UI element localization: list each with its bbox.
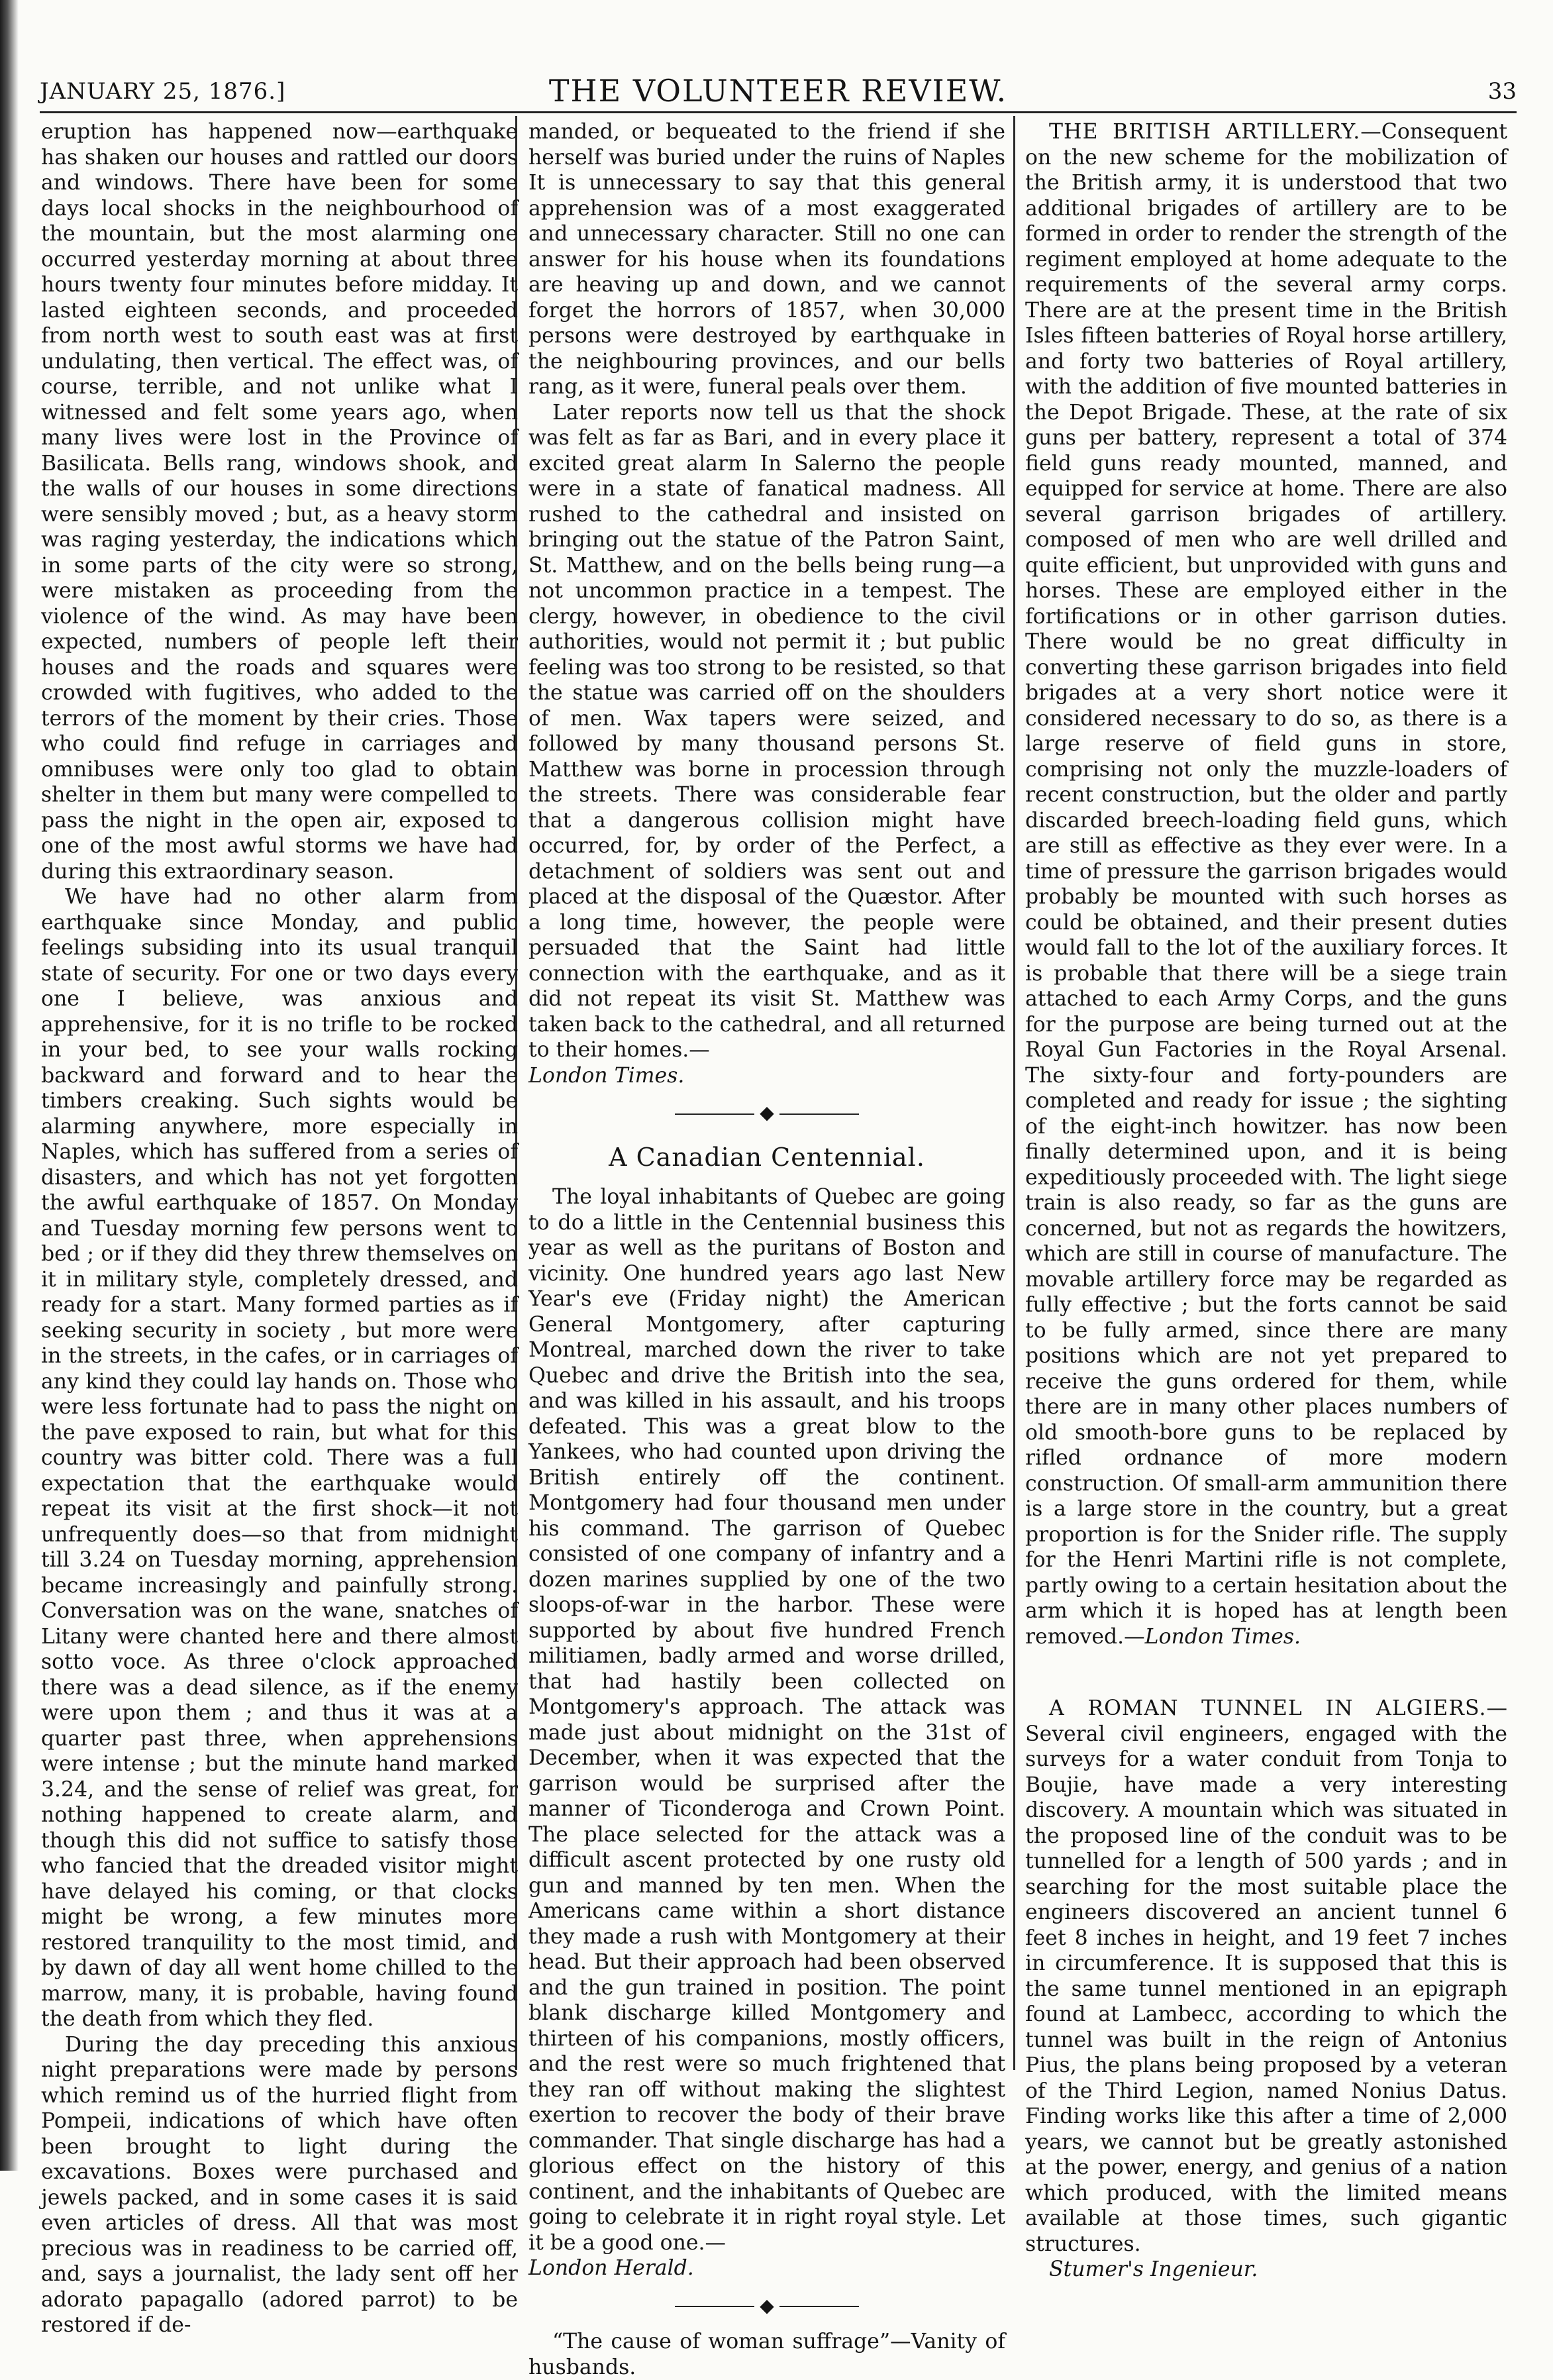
column-divider-2 <box>1013 116 1015 2070</box>
article-credit: Stumer's Ingenieur. <box>1049 2257 1258 2281</box>
header-rule <box>40 111 1517 113</box>
article-separator: ◆ <box>528 1100 1005 1126</box>
article-body: —Consequent on the new scheme for the mobilization of the British army, it is understood that two additional brigades of artillery are to be formed in order to render the strength of the regiment employed at home adequate to the requirements of the several army corps. There are at the present time in the British Isles fifteen batteries of Royal horse artillery, and forty two batteries of Royal artillery, with the addition of five mounted batteries in the Depot Brigade. These, at the rate of six guns per battery, represent a total of 374 field guns ready mounted, manned, and equipped for service at home. There are also several garrison brigades of artillery. composed of men who are well drilled and quite efficient, but unprovided with guns and horses. These are employed either in the fortifications or in other garrison duties. There would be no great difficulty in converting these garrison brigades into field brigades at a very short notice were it considered necessary to do so, as there is a large reserve of field guns in store, comprising not only the muzzle-loaders of recent construction, but the older and partly discarded breech-loading field guns, which are still as effective as they ever were. In a time of pressure the garrison brigades would probably be mounted with such horses as could be obtained, and their present duties would fall to the lot of the auxiliary forces. It is probable that there will be a siege train attached to each Army Corps, and the guns for the purpose are being turned out at the Royal Gun Factories in the Royal Arsenal. The sixty-four and forty-pounders are completed and ready for issue ; the sighting of the eight-inch howitzer. has now been finally determined upon, and it is being expeditiously proceeded with. The light siege train is also ready, so far as the guns are concerned, but not as regards the howitzers, which are still in course of manufacture. The movable artillery force may be regarded as fully effective ; but the forts cannot be said to be fully armed, since there are many positions which are not yet prepared to receive the guns ordered for them, while there are in many other places numbers of old smooth-bore guns to be replaced by rifled ordnance of more modern construction. Of small-arm ammunition there is a large store in the country, but a great proportion is for the Snider rifle. The supply for the Henri Martini rifle is not complete, partly owing to a certain hesitation about the arm which it is hoped has at length been removed.— <box>1025 120 1507 1649</box>
col2-paragraph: Later reports now tell us that the shock was felt as far as Bari, and in every place it excited great alarm In Salerno the people were in a state of fanatical madness. All rushed to the cathedral and insisted on bringing out the statue of the Patron Saint, St. Matthew, and on the bells being rung—a not uncommon practice in a tempest. The clergy, however, in obedience to the civil authorities, would not permit it ; but public feeling was too strong to be resisted, so that the statue was carried off on the shoulders of men. Wax tapers were seized, and followed by many thousand persons St. Matthew was borne in procession through the streets. There was considerable fear that a dangerous collision might have occurred, for, by order of the Perfect, a detachment of soldiers was sent out and placed at the disposal of the Quæstor. After a long time, however, the people were persuaded that the Saint had little connection with the earthquake, and as it did not repeat its visit St. Matthew was taken back to the cathedral, and all returned to their homes.— <box>528 400 1005 1062</box>
tunnel-article <box>1025 1696 1507 2257</box>
column-1 <box>41 119 518 2337</box>
col2-paragraph: The loyal inhabitants of Quebec are going to do a little in the Centennial business this year as well as the puritans of Boston and vicinity. One hundred years ago last New Year's eve (Friday night) the American General Montgomery, after capturing Montreal, marched down the river to take Quebec and drive the British into the sea, and was killed in his assault, and his troops defeated. This was a great blow to the Yankees, who had counted upon driving the British entirely off the continent. Montgomery had four thousand men under his command. The garrison of Quebec consisted of one company of infantry and a dozen marines supplied by one of the two sloops-of-war in the harbor. These were supported by about five hundred French militiamen, badly armed and worse drilled, that had hastily been collected on Montgomery's approach. The attack was made just about midnight on the 31st of December, when it was expected that the garrison would be surprised after the manner of Ticonderoga and Crown Point. The place selected for the attack was a difficult ascent protected by one rusty old gun and manned by ten men. When the Americans came within a short distance they made a rush with Montgomery at their head. But their approach had been observed and the gun trained in position. The point blank discharge killed Montgomery and thirteen of his companions, mostly officers, and the rest were so much frightened that they ran off without making the slightest exertion to recover the body of their brave commander. That single discharge has had a glorious effect on the history of this continent, and the inhabitants of Quebec are going to celebrate it in right royal style. Let it be a good one.— <box>528 1185 1005 2255</box>
article-credit: London Herald. <box>528 2256 694 2280</box>
page-number: 33 <box>1487 78 1517 105</box>
col2-quip: “The cause of woman suffrage”—Vanity of husbands. <box>528 2330 1005 2379</box>
article-title: THE BRITISH ARTILLERY. <box>1049 120 1361 144</box>
article-title: A ROMAN TUNNEL IN ALGIERS. <box>1049 1696 1487 1720</box>
article-credit: London Times. <box>1144 1624 1301 1649</box>
column-3 <box>1025 119 1507 2281</box>
article-separator: ◆ <box>528 2293 1005 2319</box>
artillery-article <box>1025 119 1507 1649</box>
article-body: —Several civil engineers, engaged with the surveys for a water conduit from Tonja to Boujie, have made a very interesting discovery. A mountain which was situated in the proposed line of the conduit was to be tunnelled for a length of 500 yards ; and in searching for the most suitable place the engineers discovered an ancient tunnel 6 feet 8 inches in height, and 19 feet 7 inches in circumference. It is supposed that this is the same tunnel mentioned in an epigraph found at Lambecc, according to which the tunnel was built in the reign of Antonius Pius, the plans being proposed by a veteran of the Third Legion, named Nonius Datus. Finding works like this after a time of 2,000 years, we cannot but be greatly astonished at the power, energy, and genius of a nation which produced, with the limited means available at those times, such gigantic structures. <box>1025 1696 1507 2256</box>
col1-paragraph: During the day preceding this anxious night preparations were made by persons which remind us of the hurried flight from Pompeii, indications of which have often been brought to light during the excavations. Boxes were purchased and jewels packed, and in some cases it is said even articles of dress. All that was most precious was in readiness to be carried off, and, says a journalist, the lady sent off her adorato papagallo (adored parrot) to be restored if de- <box>41 2032 518 2337</box>
column-2 <box>528 119 1005 2379</box>
publication-title: THE VOLUNTEER REVIEW. <box>548 73 1008 109</box>
binding-shadow <box>0 0 19 2171</box>
col2-paragraph: manded, or bequeated to the friend if she herself was buried under the ruins of Naples It is unnecessary to say that this general apprehension was of a most exaggerated and unnecessary character. Still no one can answer for his house when its foundations are heaving up and down, and we cannot forget the horrors of 1857, when 30,000 persons were destroyed by earthquake in the neighbouring provinces, and our bells rang, as it were, funeral peals over them. <box>528 120 1005 399</box>
header-date: JANUARY 25, 1876.] <box>40 78 286 105</box>
article-gap <box>1025 1649 1507 1696</box>
col1-paragraph: We have had no other alarm from earthquake since Monday, and public feelings subsiding into its usual tranquil state of security. For one or two days every one I believe, was anxious and apprehensive, for it is no trifle to be rocked in your bed, to see your walls rocking backward and forward and to hear the timbers creaking. Such sights would be alarming anywhere, more especially in Naples, which has suffered from a series of disasters, and which has not yet forgotten the awful earthquake of 1857. On Monday and Tuesday morning few persons went to bed ; or if they did they threw themselves on it in military style, completely dressed, and ready for a start. Many formed parties as if seeking security in society , but more were in the streets, in the cafes, or in carriages of any kind they could lay hands on. Those who were less fortunate had to pass the night on the pave exposed to rain, but what for this country was bitter cold. There was a full expectation that the earthquake would repeat its visit at the first shock—it not unfrequently does—so that from midnight till 3.24 on Tuesday morning, apprehension became increasingly and painfully strong. Conversation was on the wane, snatches of Litany were chanted here and there almost sotto voce. As three o'clock approached there was a dead silence, as if the enemy were upon them ; and thus it was at a quarter past three, when apprehensions were intense ; but the minute hand marked 3.24, and the sense of relief was great, for nothing happened to create alarm, and though this did not suffice to satisfy those who fancied that the dreaded visitor might have delayed his coming, or that clocks might be wrong, a few minutes more restored tranquility to the most timid, and by dawn of day all went home chilled to the marrow, many, it is probable, having found the death from which they fled. <box>41 885 518 2031</box>
col1-paragraph: eruption has happened now—earthquake has shaken our houses and rattled our doors and windows. There have been for some days local shocks in the neighbourhood of the mountain, but the most alarming one occurred yesterday morning at about three hours twenty four minutes before midday. It lasted eighteen seconds, and proceeded from north west to south east was at first undulating, then vertical. The effect was, of course, terrible, and not unlike what I witnessed and felt some years ago, when many lives were lost in the Province of Basilicata. Bells rang, windows shook, and the walls of our houses in some directions were sensibly moved ; but, as a heavy storm was raging yesterday, the indications which in some parts of the city were so strong, were mistaken as proceeding from the violence of the wind. As may have been expected, numbers of people left their houses and the roads and squares were crowded with fugitives, who added to the terrors of the moment by their cries. Those who could find refuge in carriages and omnibuses were only too glad to obtain shelter in them but many were compelled to pass the night in the open air, exposed to one of the most awful storms we have had during this extraordinary season. <box>41 120 518 884</box>
page-header <box>40 73 1517 113</box>
article-heading: A Canadian Centennial. <box>609 1142 925 1172</box>
article-credit: London Times. <box>528 1063 685 1088</box>
